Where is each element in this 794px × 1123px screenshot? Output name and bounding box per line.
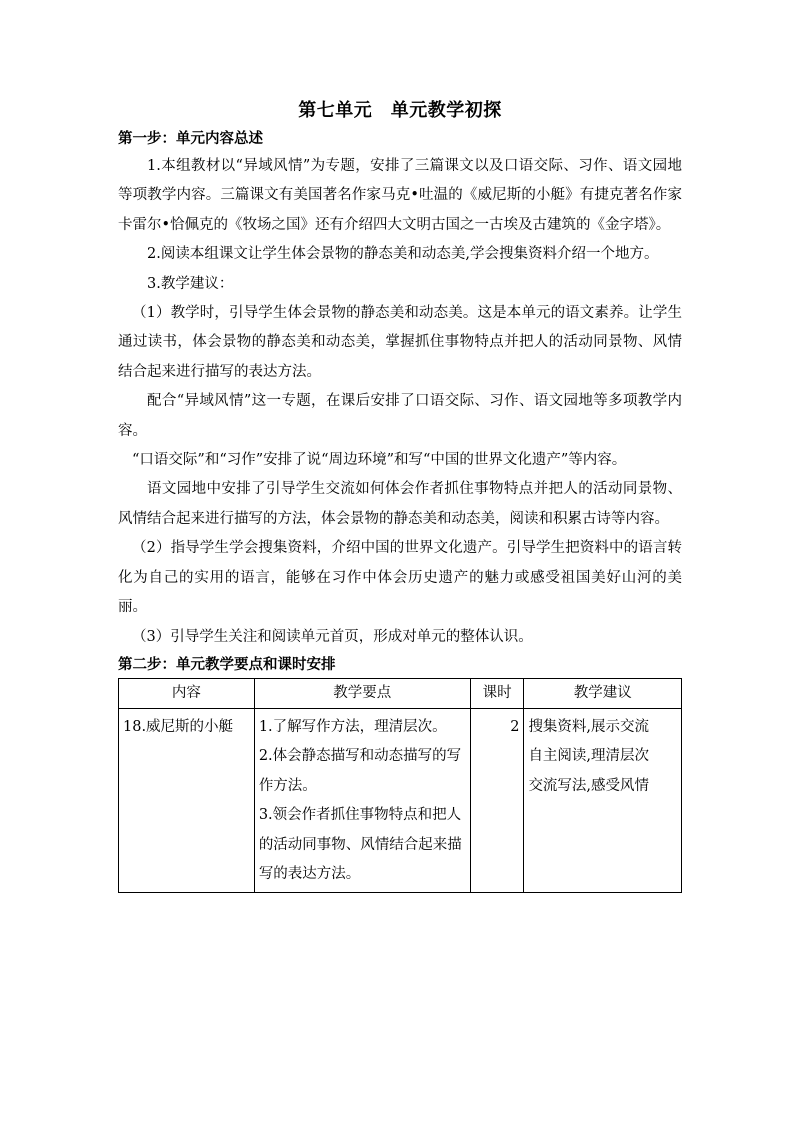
paragraph-5: 配合“异域风情”这一专题，在课后安排了口语交际、习作、语文园地等多项教学内容。 <box>118 393 682 439</box>
cell-content: 18.威尼斯的小艇 <box>119 708 255 892</box>
paragraph-2: 2.阅读本组课文让学生体会景物的静态美和动态美,学会搜集资料介绍一个地方。 <box>147 246 659 263</box>
suggestion-3: 交流写法,感受风情 <box>528 777 650 794</box>
table-row <box>119 708 682 892</box>
paragraph-8: （2）指导学生学会搜集资料，介绍中国的世界文化遗产。引导学生把资料中的语言转化为自己的实用的语言，能够在习作中体会历史遗产的魅力或感受祖国美好山河的美丽。 <box>118 540 682 616</box>
header-suggestions: 教学建议 <box>524 678 682 708</box>
page-title: 第七单元 单元教学初探 <box>298 100 502 121</box>
document-page <box>118 96 682 893</box>
table-header-row <box>119 678 682 708</box>
paragraph-4: （1）教学时，引导学生体会景物的静态美和动态美。这是本单元的语文素养。让学生通过读书，体会景物的静态美和动态美，掌握抓住事物特点并把人的活动同景物、风情结合起来进行描写的表达方法。 <box>118 305 682 380</box>
paragraph-7: 语文园地中安排了引导学生交流如何体会作者抓住事物特点并把人的活动同景物、风情结合起来进行描写的方法，体会景物的静态美和动态美，阅读和积累古诗等内容。 <box>118 481 682 527</box>
paragraph-3: 3.教学建议： <box>147 275 234 292</box>
key-point-3: 3.领会作者抓住事物特点和把人的活动同事物、风情结合起来描写的表达方法。 <box>258 807 462 883</box>
key-point-1: 1.了解写作方法，理清层次。 <box>258 718 447 735</box>
key-point-2: 2.体会静态描写和动态描写的写作方法。 <box>258 748 462 794</box>
lesson-plan-table <box>118 678 682 893</box>
paragraph-1: 1.本组教材以“异域风情”为专题，安排了三篇课文以及口语交际、习作、语文园地等项教学内容。三篇课文有美国著名作家马克•吐温的《威尼斯的小艇》有捷克著名作家卡雷尔•恰佩克的《牧场之国》还有介绍四大文明古国之一古埃及古建筑的《金字塔》。 <box>118 158 682 233</box>
suggestion-1: 搜集资料,展示交流 <box>528 718 650 735</box>
header-key-points: 教学要点 <box>254 678 470 708</box>
paragraph-6: “口语交际”和“习作”安排了说“周边环境”和写“中国的世界文化遗产”等内容。 <box>132 452 627 469</box>
step1-heading: 第一步：单元内容总述 <box>118 130 263 147</box>
cell-hours: 2 <box>470 708 524 892</box>
header-hours: 课时 <box>470 678 524 708</box>
step2-heading: 第二步：单元教学要点和课时安排 <box>118 655 336 673</box>
suggestion-2: 自主阅读,理清层次 <box>528 748 650 765</box>
paragraph-9: （3）引导学生关注和阅读单元首页，形成对单元的整体认识。 <box>132 628 533 645</box>
header-content: 内容 <box>119 678 255 708</box>
cell-key-points <box>254 708 470 892</box>
cell-suggestions <box>524 708 682 892</box>
